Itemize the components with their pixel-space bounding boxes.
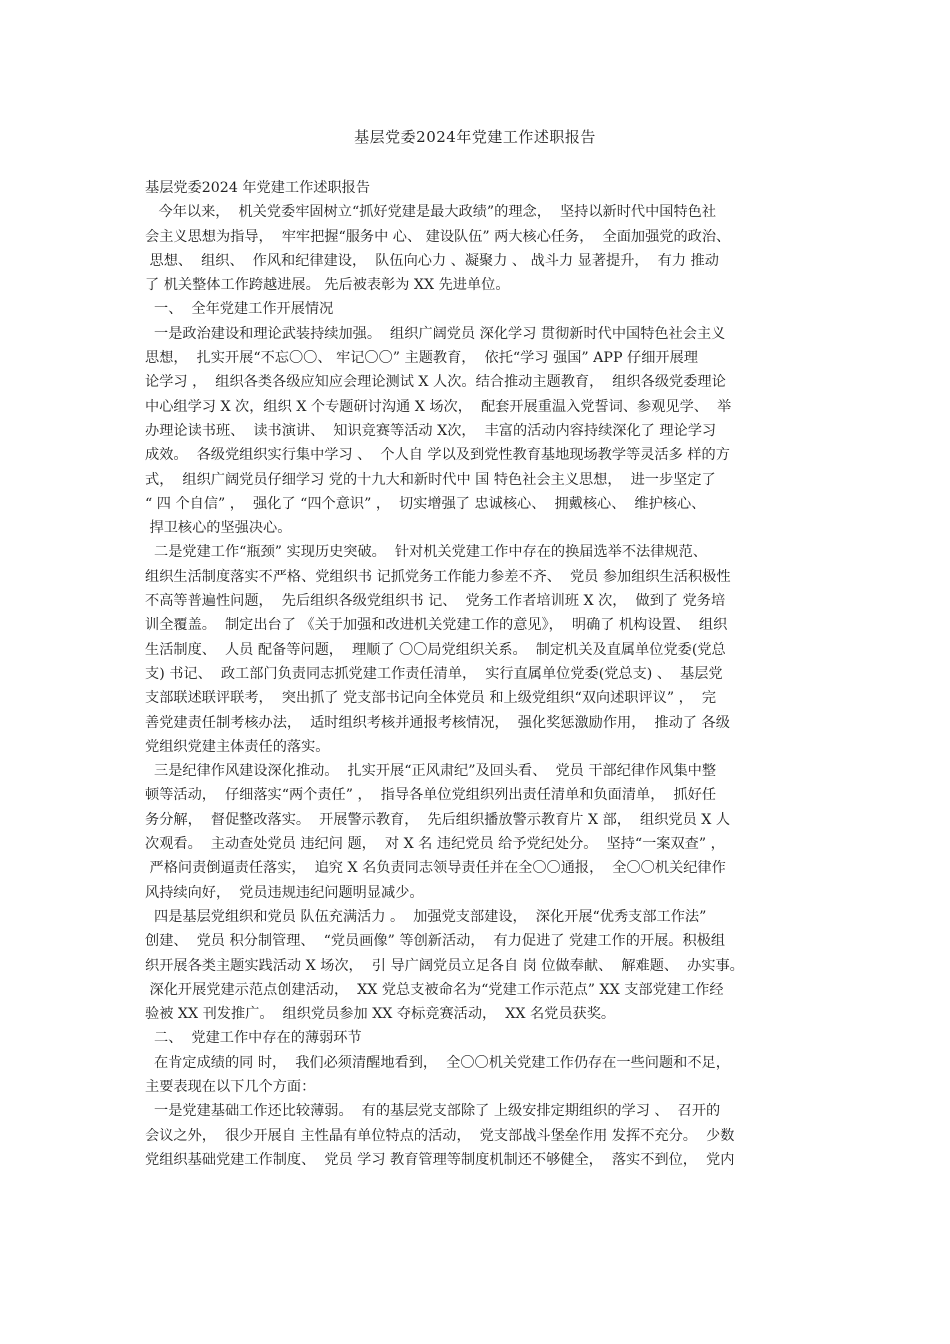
text-line: 训全覆盖。 制定出台了 《关于加强和改进机关党建工作的意见》， 明确了 机构设置、 组织	[145, 617, 728, 634]
text-line: 会主义思想为指导， 牢牢把握“服务中 心、 建设队伍” 两大核心任务， 全面加强党的政治、	[145, 228, 731, 245]
text-line: 组织生活制度落实不严格、党组织书 记抓党务工作能力参差不齐、 党员 参加组织生活积极性	[145, 568, 731, 585]
text-line: 成效。 各级党组织实行集中学习 、 个人自 学以及到党性教育基地现场教学等灵活多 样的方	[145, 447, 730, 464]
text-line: 办理论读书班、 读书演讲、 知识竞赛等活动 X次， 丰富的活动内容持续深化了 理论学习	[145, 422, 717, 439]
text-line: 基层党委2024 年党建工作述职报告	[145, 180, 371, 196]
text-line: 善党建责任制考核办法， 适时组织考核并通报考核情况， 强化奖惩激励作用， 推动了 各级	[145, 714, 730, 731]
text-line: 风持续向好， 党员违规违纪问题明显减少。	[145, 884, 424, 901]
text-line: 思想、 组织、 作风和纪律建设， 队伍向心力 、凝聚力 、 战斗力 显著提升， 有力 推动	[145, 252, 719, 269]
text-line: 务分解， 督促整改落实。 开展警示教育， 先后组织播放警示教育片 X 部， 组织党员 X 人	[145, 811, 731, 828]
text-line: 论学习 ， 组织各类各级应知应会理论测试 X 人次。结合推动主题教育， 组织各级党委理论	[145, 374, 726, 391]
text-line: 创建、 党员 积分制管理、 “党员画像” 等创新活动， 有力促进了 党建工作的开展。积极组	[145, 933, 726, 950]
document-body	[145, 176, 815, 1172]
text-line: 二、 党建工作中存在的薄弱环节	[145, 1030, 362, 1047]
text-line: 三是纪律作风建设深化推动。 扎实开展“正风肃纪”及回头看、 党员 干部纪律作风集中整	[145, 763, 717, 780]
text-line: 一、 全年党建工作开展情况	[145, 301, 334, 318]
text-line: 严格问责倒逼责任落实， 追究 X 名负责同志领导责任并在全〇〇通报， 全〇〇机关纪律作	[145, 860, 726, 877]
text-line: 党组织基础党建工作制度、 党员 学习 教育管理等制度机制还不够健全， 落实不到位， 党内	[145, 1151, 735, 1168]
text-line: 一是政治建设和理论武装持续加强。 组织广阔党员 深化学习 贯彻新时代中国特色社会主义	[145, 325, 726, 342]
text-line: 不高等普遍性问题， 先后组织各级党组织书 记、 党务工作者培训班 X 次， 做到了 党务培	[145, 593, 726, 610]
text-line: 式， 组织广阔党员仔细学习 党的十九大和新时代中 国 特色社会主义思想， 进一步坚定了	[145, 471, 716, 488]
text-line: 一是党建基础工作还比较薄弱。 有的基层党支部除了 上级安排定期组织的学习 、 召开的	[145, 1103, 721, 1120]
text-line: 支) 书记、 政工部门负责同志抓党建工作责任清单， 实行直属单位党委(党总支) 、 基层党	[145, 665, 723, 682]
text-line: 在肯定成绩的同 时， 我们必须清醒地看到， 全〇〇机关党建工作仍存在一些问题和不足，	[145, 1054, 730, 1071]
text-line: 捍卫核心的坚强决心。	[145, 520, 292, 537]
text-line: 次观看。 主动查处党员 违纪问 题， 对 X 名 违纪党员 给予党纪处分。 坚持“一案双查” ，	[145, 836, 725, 853]
text-line: 支部联述联评联考， 突出抓了 党支部书记向全体党员 和上级党组织“双向述职评议” ， 完	[145, 690, 717, 707]
text-line: 思想， 扎实开展“不忘〇〇、 牢记〇〇” 主题教育， 依托“学习 强国” APP 仔细开展理	[145, 350, 698, 367]
text-line: 织开展各类主题实践活动 X 场次， 引 导广阔党员立足各自 岗 位做奉献、 解难题、 办实事。	[145, 957, 744, 974]
text-line: 深化开展党建示范点创建活动， XX 党总支被命名为“党建工作示范点” XX 支部党建工作经	[145, 981, 724, 998]
text-line: 顿等活动， 仔细落实“两个责任” ， 指导各单位党组织列出责任清单和负面清单， 抓好任	[145, 787, 717, 804]
document-title: 基层党委2024年党建工作述职报告	[354, 128, 596, 146]
text-line: 了 机关整体工作跨越进展。 先后被表彰为 XX 先进单位。	[145, 277, 510, 294]
text-line: 二是党建工作“瓶颈” 实现历史突破。 针对机关党建工作中存在的换届选举不法律规范、	[145, 544, 707, 561]
text-line: 会议之外， 很少开展自 主性晶有单位特点的活动， 党支部战斗堡垒作用 发挥不充分。 少数	[145, 1127, 735, 1144]
text-line: 四是基层党组织和党员 队伍充满活力 。 加强党支部建设， 深化开展“优秀支部工作法”	[145, 908, 707, 925]
text-line: 党组织党建主体责任的落实。	[145, 738, 330, 755]
text-line: 主要表现在以下几个方面：	[145, 1078, 316, 1095]
text-line: 今年以来， 机关党委牢固树立“抓好党建是最大政绩”的理念， 坚持以新时代中国特色社	[145, 204, 717, 221]
text-line: “ 四 个自信” ， 强化了 “四个意识” ， 切实增强了 忠诚核心、 拥戴核心、 维护核心、	[145, 495, 706, 512]
text-line: 验被 XX 刊发推广。 组织党员参加 XX 夺标竞赛活动， XX 名党员获奖。	[145, 1006, 616, 1023]
text-line: 生活制度、 人员 配备等问题， 理顺了 〇〇局党组织关系。 制定机关及直属单位党委(党总	[145, 641, 726, 658]
text-line: 中心组学习 X 次，组织 X 个专题研讨沟通 X 场次， 配套开展重温入党誓词、参观见学、 举	[145, 398, 732, 415]
